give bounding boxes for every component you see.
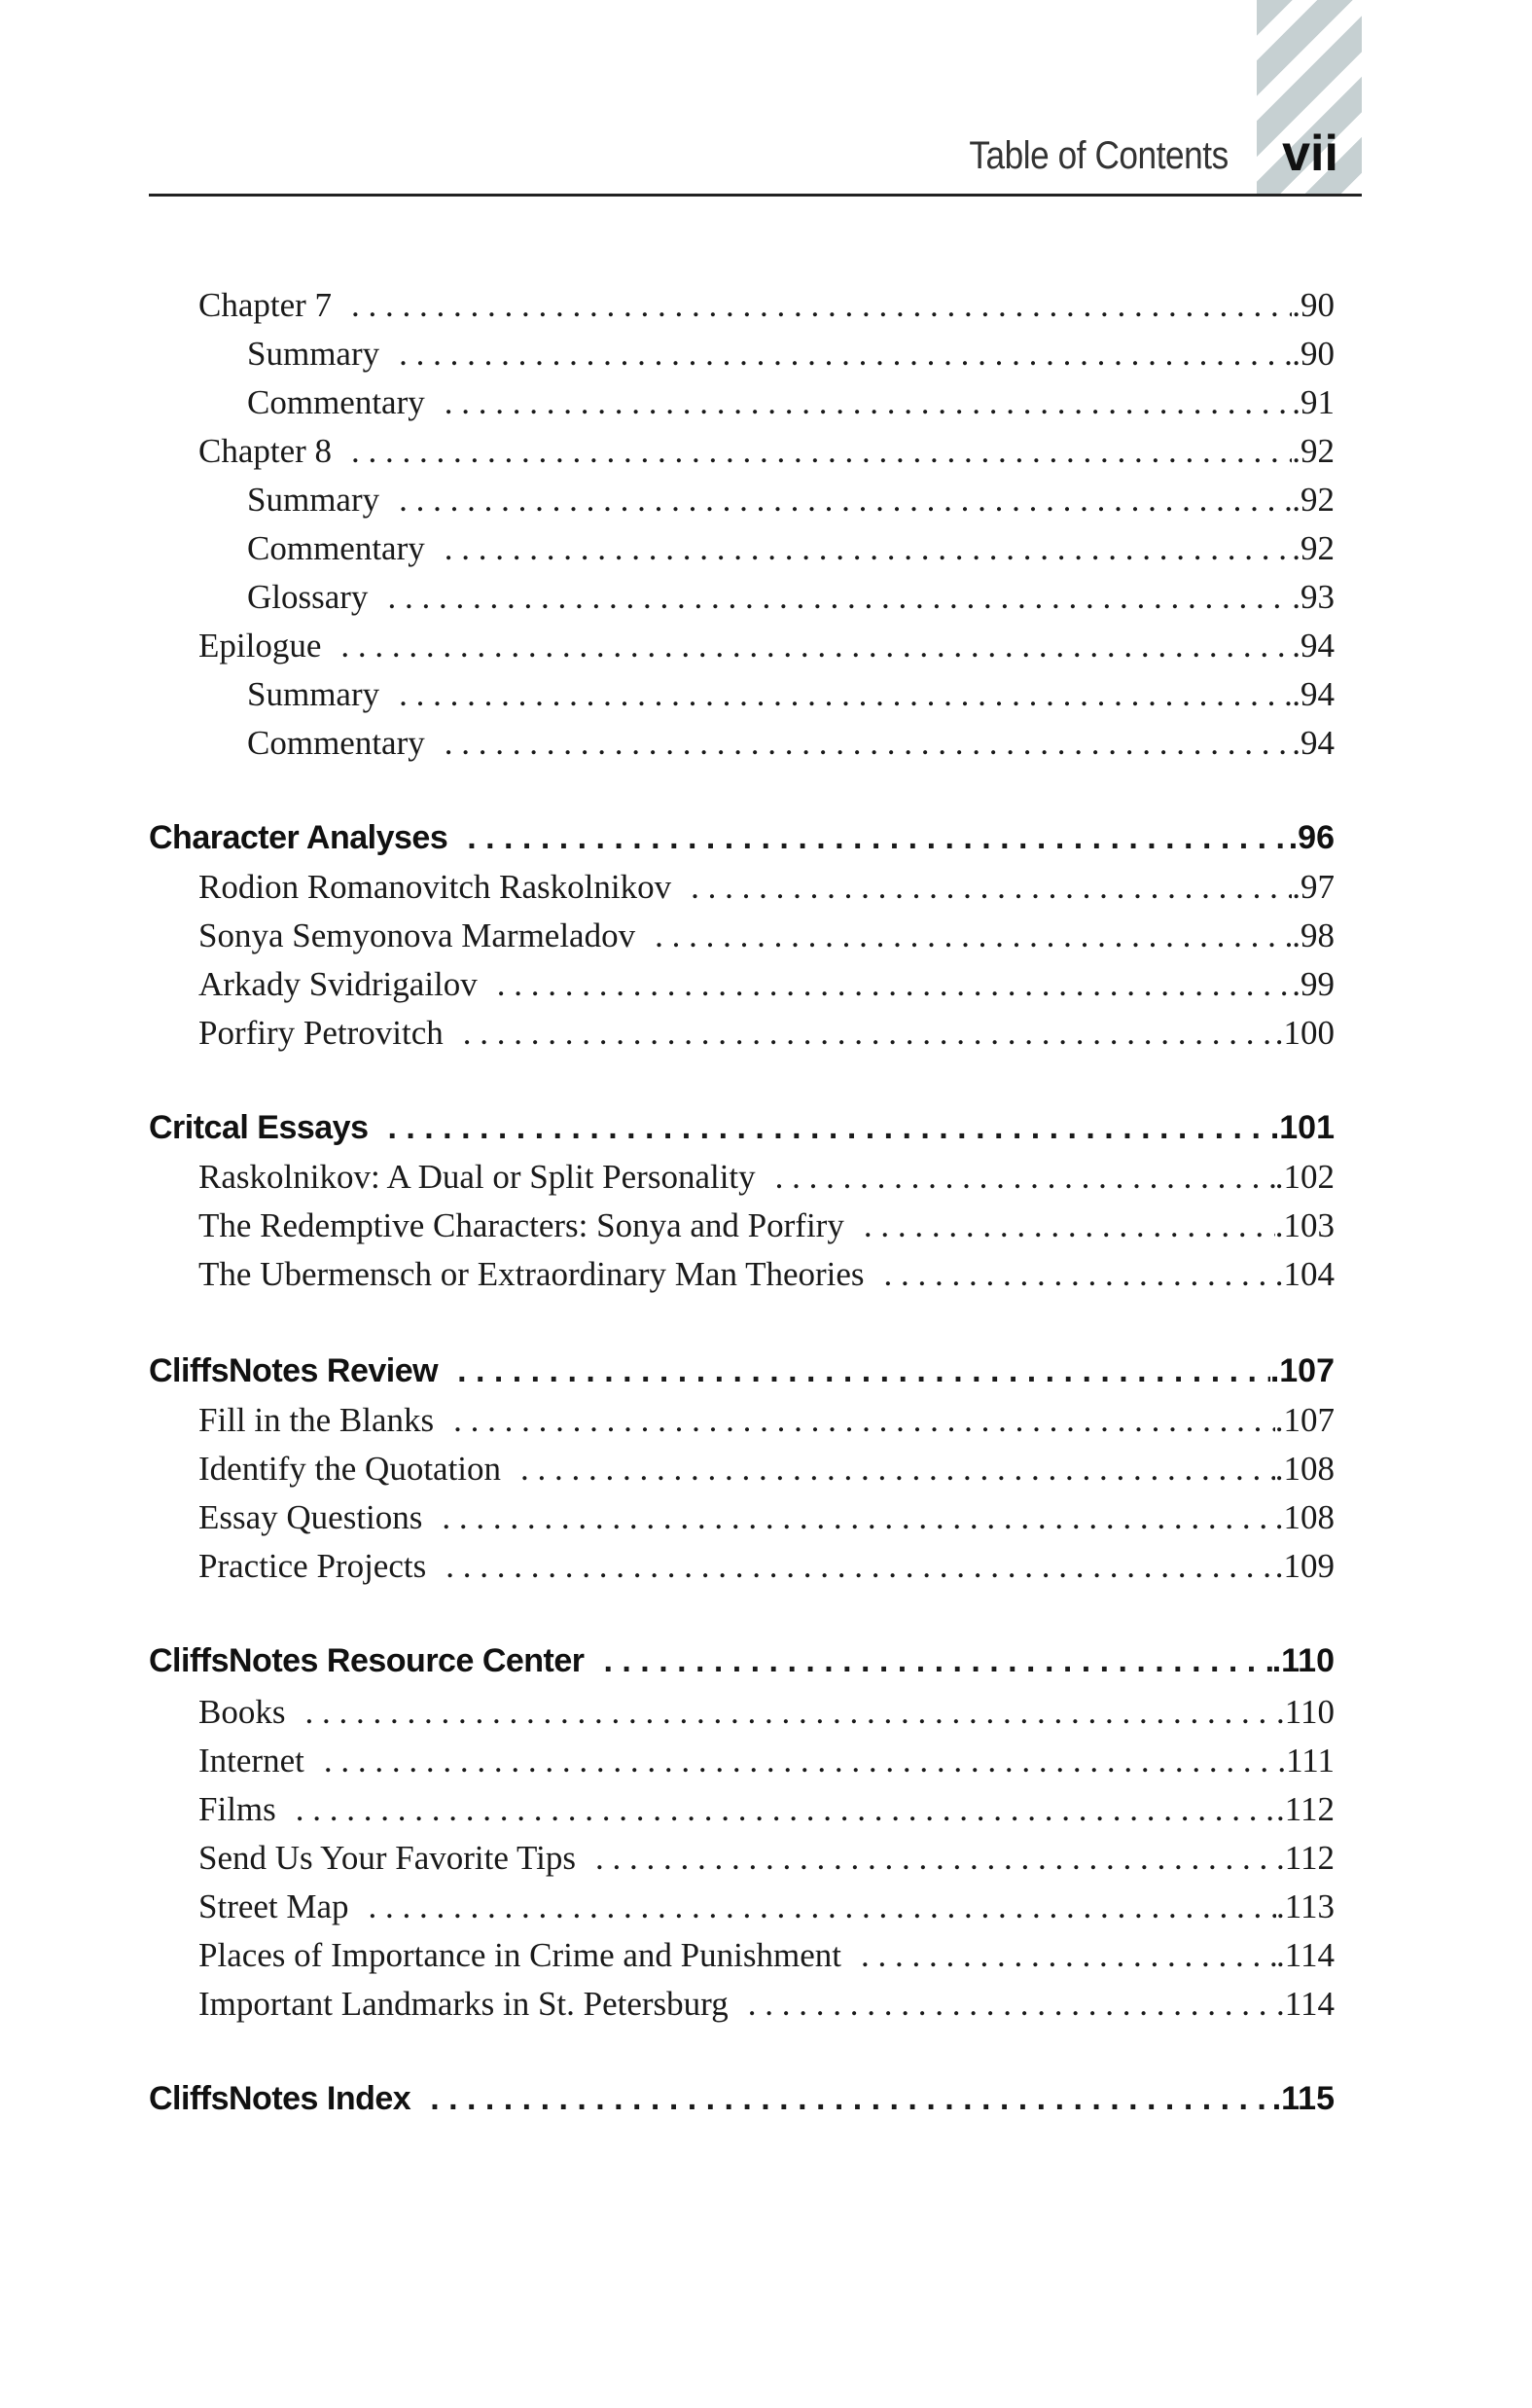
toc-entry-page: .92 <box>1292 529 1335 567</box>
leader-dots <box>430 2080 1271 2118</box>
toc-section-index[interactable] <box>149 2080 1335 2129</box>
toc-entry-label: The Redemptive Characters: Sonya and Porfiry <box>198 1206 844 1244</box>
toc-entry-label: Summary <box>247 335 380 373</box>
toc-entry-label: Porfiry Petrovitch <box>198 1014 444 1052</box>
leader-dots <box>691 868 1292 907</box>
leader-dots <box>340 627 1292 665</box>
leader-dots <box>351 432 1292 471</box>
toc-entry-label: Books <box>198 1693 286 1731</box>
toc-entry-page: .114 <box>1276 1936 1335 1974</box>
toc-entry-label: Commentary <box>247 529 425 567</box>
toc-entry-page: .112 <box>1276 1839 1335 1877</box>
toc-section-page: .101 <box>1269 1109 1335 1146</box>
toc-entry-label: Internet <box>198 1742 304 1779</box>
toc-entry-porfiry[interactable] <box>198 1014 1335 1062</box>
toc-entry-page: .108 <box>1274 1450 1335 1488</box>
toc-entry-page: .90 <box>1292 286 1335 324</box>
leader-dots <box>445 724 1293 763</box>
header-rule <box>149 194 1362 197</box>
toc-entry-sonya[interactable] <box>198 916 1335 965</box>
leader-dots <box>296 1790 1276 1829</box>
toc-entry-label: Identify the Quotation <box>198 1450 502 1488</box>
toc-section-label: Critcal Essays <box>149 1109 369 1146</box>
toc-entry-dual-personality[interactable] <box>198 1158 1335 1206</box>
toc-entry-label: Fill in the Blanks <box>198 1401 435 1439</box>
toc-entry-label: Summary <box>247 675 380 713</box>
toc-entry-label: Send Us Your Favorite Tips <box>198 1839 577 1877</box>
toc-entry-page: .94 <box>1292 675 1335 713</box>
toc-entry-books[interactable] <box>198 1693 1335 1742</box>
toc-section-review[interactable] <box>149 1352 1335 1401</box>
toc-entry-epilogue-commentary[interactable] <box>247 724 1335 773</box>
toc-entry-page: .94 <box>1292 627 1335 665</box>
leader-dots <box>369 1887 1277 1926</box>
leader-dots <box>775 1158 1275 1197</box>
toc-section-page: .107 <box>1269 1352 1335 1389</box>
toc-entry-ubermensch[interactable] <box>198 1255 1335 1304</box>
leader-dots <box>467 819 1288 857</box>
toc-entry-page: .110 <box>1276 1693 1335 1731</box>
toc-entry-page: .91 <box>1292 383 1335 421</box>
toc-entry-label: Epilogue <box>198 627 322 665</box>
toc-section-label: CliffsNotes Resource Center <box>149 1642 585 1679</box>
toc-entry-epilogue[interactable] <box>198 627 1335 675</box>
toc-entry-ch7-summary[interactable] <box>247 335 1335 383</box>
leader-dots <box>884 1255 1275 1294</box>
toc-entry-label: Places of Importance in Crime and Punishment <box>198 1936 841 1974</box>
toc-entry-page: .99 <box>1292 965 1335 1003</box>
toc-entry-label: Commentary <box>247 724 425 762</box>
toc-entry-page: .103 <box>1274 1206 1335 1244</box>
leader-dots <box>861 1936 1276 1975</box>
toc-entry-ch7-commentary[interactable] <box>247 383 1335 432</box>
toc-entry-raskolnikov[interactable] <box>198 868 1335 916</box>
toc-entry-page: .92 <box>1292 432 1335 470</box>
toc-section-label: CliffsNotes Review <box>149 1352 439 1389</box>
toc-entry-epilogue-summary[interactable] <box>247 675 1335 724</box>
toc-entry-ch8-commentary[interactable] <box>247 529 1335 578</box>
leader-dots <box>457 1352 1270 1390</box>
leader-dots <box>304 1693 1276 1732</box>
toc-entry-places[interactable] <box>198 1936 1335 1985</box>
toc-entry-page: .93 <box>1292 578 1335 616</box>
toc-entry-films[interactable] <box>198 1790 1335 1839</box>
toc-entry-page: .102 <box>1274 1158 1335 1196</box>
toc-section-label: CliffsNotes Index <box>149 2080 411 2117</box>
leader-dots <box>351 286 1292 325</box>
toc-entry-page: .92 <box>1292 481 1335 519</box>
leader-dots <box>453 1401 1275 1440</box>
toc-entry-page: .97 <box>1292 868 1335 906</box>
toc-section-page: .96 <box>1288 819 1335 856</box>
toc-entry-chapter-7[interactable] <box>198 286 1335 335</box>
toc-entry-label: Summary <box>247 481 380 519</box>
toc-entry-essay-questions[interactable] <box>198 1498 1335 1547</box>
toc-entry-page: .109 <box>1274 1547 1335 1585</box>
toc-entry-page: .98 <box>1292 916 1335 954</box>
leader-dots <box>324 1742 1278 1780</box>
toc-entry-page: .94 <box>1292 724 1335 762</box>
leader-dots <box>864 1206 1275 1245</box>
toc-section-resource-center[interactable] <box>149 1642 1335 1691</box>
toc-entry-label: Arkady Svidrigailov <box>198 965 478 1003</box>
leader-dots <box>655 916 1292 955</box>
leader-dots <box>442 1498 1274 1537</box>
toc-entry-identify-quotation[interactable] <box>198 1450 1335 1498</box>
toc-entry-page: .112 <box>1276 1790 1335 1828</box>
toc-entry-redemptive[interactable] <box>198 1206 1335 1255</box>
toc-entry-page: .100 <box>1274 1014 1335 1052</box>
toc-entry-label: Street Map <box>198 1887 349 1925</box>
toc-entry-practice-projects[interactable] <box>198 1547 1335 1596</box>
leader-dots <box>399 335 1292 374</box>
toc-entry-chapter-8[interactable] <box>198 432 1335 481</box>
leader-dots <box>387 578 1292 617</box>
toc-entry-ch8-glossary[interactable] <box>247 578 1335 627</box>
toc-entry-label: Chapter 8 <box>198 432 333 470</box>
toc-entry-fill-blanks[interactable] <box>198 1401 1335 1450</box>
toc-entry-page: .114 <box>1276 1985 1335 2023</box>
toc-entry-label: Films <box>198 1790 276 1828</box>
toc-entry-label: Rodion Romanovitch Raskolnikov <box>198 868 672 906</box>
leader-dots <box>445 1547 1275 1586</box>
leader-dots <box>595 1839 1276 1878</box>
toc-entry-page: .111 <box>1277 1742 1335 1779</box>
leader-dots <box>604 1642 1272 1680</box>
toc-section-label: Character Analyses <box>149 819 448 856</box>
toc-entry-label: Practice Projects <box>198 1547 427 1585</box>
toc-entry-label: Chapter 7 <box>198 286 333 324</box>
toc-entry-ch8-summary[interactable] <box>247 481 1335 529</box>
leader-dots <box>748 1985 1276 2024</box>
running-header-title: Table of Contents <box>969 134 1229 177</box>
toc-entry-landmarks[interactable] <box>198 1985 1335 2033</box>
toc-entry-tips[interactable] <box>198 1839 1335 1887</box>
toc-section-critical-essays[interactable] <box>149 1109 1335 1158</box>
toc-entry-label: Sonya Semyonova Marmeladov <box>198 916 636 954</box>
leader-dots <box>399 675 1292 714</box>
leader-dots <box>520 1450 1275 1489</box>
toc-entry-page: .107 <box>1274 1401 1335 1439</box>
toc-section-character-analyses[interactable] <box>149 819 1335 868</box>
leader-dots <box>445 383 1293 422</box>
toc-entry-label: Commentary <box>247 383 425 421</box>
toc-entry-page: .104 <box>1274 1255 1335 1293</box>
toc-entry-internet[interactable] <box>198 1742 1335 1790</box>
leader-dots <box>388 1109 1270 1147</box>
leader-dots <box>497 965 1292 1004</box>
toc-entry-page: .113 <box>1276 1887 1335 1925</box>
toc-entry-label: Glossary <box>247 578 369 616</box>
toc-section-page: .110 <box>1271 1642 1335 1679</box>
toc-entry-svidrigailov[interactable] <box>198 965 1335 1014</box>
toc-entry-label: Important Landmarks in St. Petersburg <box>198 1985 729 2023</box>
leader-dots <box>463 1014 1275 1053</box>
toc-section-page: .115 <box>1271 2080 1335 2117</box>
toc-entry-page: .108 <box>1274 1498 1335 1536</box>
toc-entry-label: Essay Questions <box>198 1498 423 1536</box>
toc-entry-page: .90 <box>1292 335 1335 373</box>
leader-dots <box>399 481 1292 520</box>
toc-entry-label: Raskolnikov: A Dual or Split Personality <box>198 1158 756 1196</box>
page-number: vii <box>1282 126 1338 182</box>
toc-entry-label: The Ubermensch or Extraordinary Man Theories <box>198 1255 865 1293</box>
toc-entry-street-map[interactable] <box>198 1887 1335 1936</box>
leader-dots <box>445 529 1293 568</box>
